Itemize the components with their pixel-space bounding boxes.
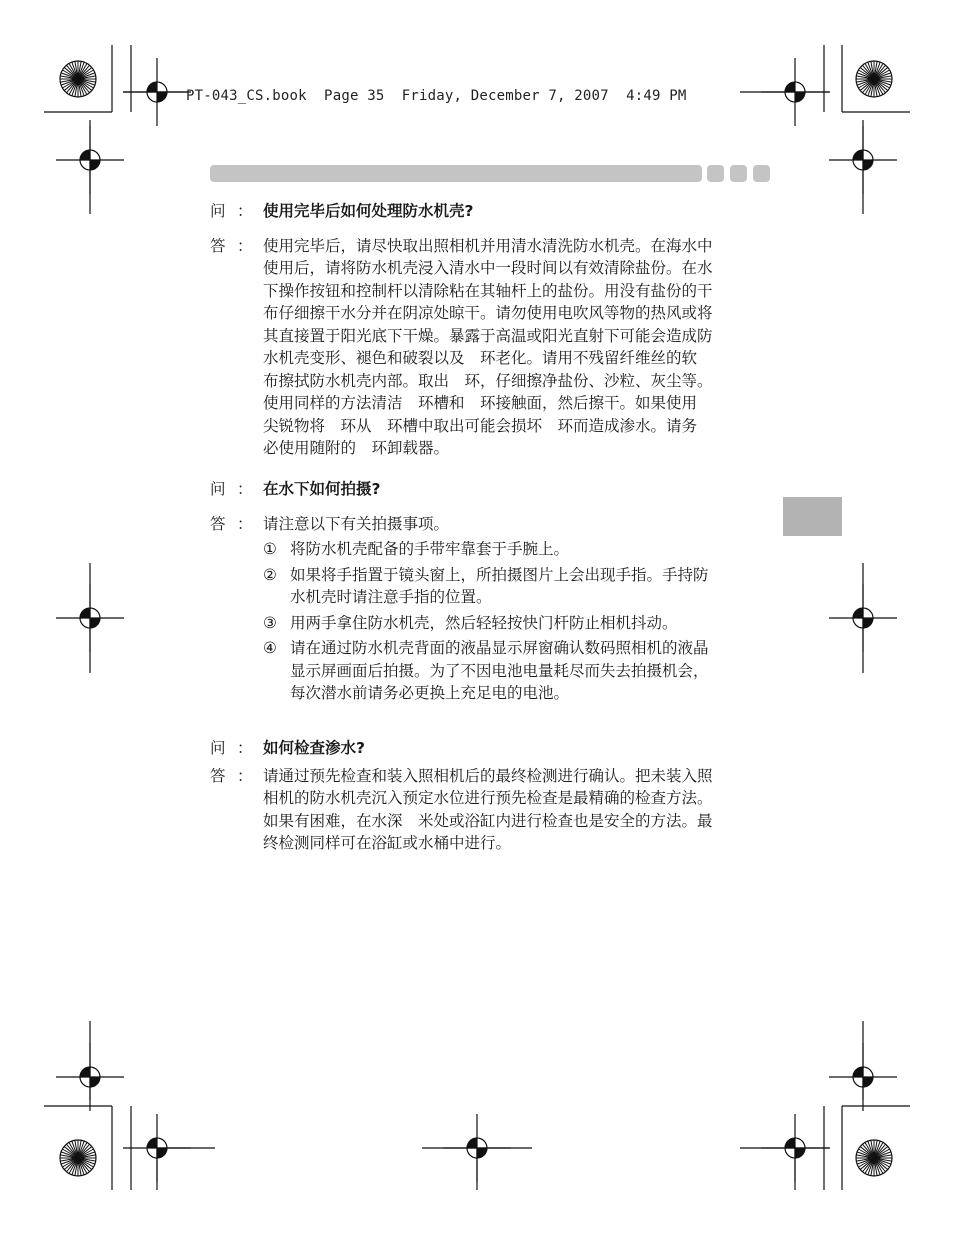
colon: ： bbox=[237, 766, 253, 785]
colon: ： bbox=[237, 514, 253, 533]
answer-line: 必使用随附的 环卸载器。 bbox=[263, 439, 450, 457]
answer-line: 相机的防水机壳沉入预定水位进行预先检查是最精确的检查方法。 bbox=[263, 789, 713, 807]
answer-line: 请通过预先检查和装入照相机后的最终检测进行确认。把未装入照 bbox=[263, 766, 713, 785]
question-row bbox=[210, 737, 772, 760]
answer-row bbox=[210, 513, 772, 705]
item-line: 每次潜水前请务必更换上充足电的电池。 bbox=[290, 684, 570, 702]
item-line: 用两手拿住防水机壳，然后轻轻按快门杆防止相机抖动。 bbox=[290, 613, 678, 632]
starburst-mark bbox=[60, 61, 96, 97]
question-text: 使用完毕后如何处理防水机壳? bbox=[263, 202, 474, 220]
question-mark: 问 bbox=[210, 202, 226, 220]
answer-mark: 答 bbox=[210, 236, 226, 255]
answer-line: 使用后，请将防水机壳浸入清水中一段时间以有效清除盐份。在水 bbox=[263, 259, 713, 277]
question-text: 在水下如何拍摄? bbox=[263, 480, 381, 498]
section-bar-square-2 bbox=[730, 165, 747, 182]
list-item bbox=[263, 538, 772, 561]
colon: ： bbox=[237, 236, 253, 255]
answer-text bbox=[263, 765, 772, 855]
answer-line: 使用同样的方法清洁 环槽和 环接触面，然后擦干。如果使用 bbox=[263, 394, 698, 412]
answer-line: 如果有困难，在水深 米处或浴缸内进行检查也是安全的方法。最 bbox=[263, 811, 713, 830]
item-line: 请在通过防水机壳背面的液晶显示屏窗确认数码照相机的液晶 bbox=[290, 639, 709, 657]
answer-row bbox=[210, 235, 772, 460]
section-bar-square-3 bbox=[753, 165, 770, 182]
item-number: ② bbox=[263, 565, 277, 584]
chapter-tab bbox=[783, 497, 842, 536]
answer-line: 布仔细擦干水分并在阴凉处晾干。请勿使用电吹风等物的热风或将 bbox=[263, 304, 713, 322]
colon: ： bbox=[237, 739, 253, 757]
question-text: 如何检查渗水? bbox=[263, 739, 365, 757]
answer-mark: 答 bbox=[210, 514, 226, 533]
answer-line: 下操作按钮和控制杆以清除粘在其轴杆上的盐份。用没有盐份的干 bbox=[263, 281, 713, 300]
answer-line: 水机壳变形、褪色和破裂以及 环老化。请用不残留纤维丝的软 bbox=[263, 349, 698, 367]
answer-intro: 请注意以下有关拍摄事项。 bbox=[263, 514, 450, 533]
starburst-mark bbox=[856, 1140, 892, 1176]
answer-line: 使用完毕后，请尽快取出照相机并用清水清洗防水机壳。在海水中 bbox=[263, 236, 713, 255]
answer-line: 尖锐物将 环从 环槽中取出可能会损坏 环而造成渗水。请务 bbox=[263, 416, 698, 435]
item-number: ④ bbox=[263, 639, 277, 657]
section-bar-square-1 bbox=[707, 165, 724, 182]
list-item bbox=[263, 637, 772, 705]
item-line: 如果将手指置于镜头窗上，所拍摄图片上会出现手指。手持防 bbox=[290, 565, 709, 584]
item-line: 水机壳时请注意手指的位置。 bbox=[290, 588, 492, 606]
answer-line: 终检测同样可在浴缸或水桶中进行。 bbox=[263, 834, 512, 852]
question-row bbox=[210, 478, 772, 501]
list-item bbox=[263, 564, 772, 609]
question-row bbox=[210, 200, 772, 223]
item-line: 显示屏画面后拍摄。为了不因电池电量耗尽而失去拍摄机会， bbox=[290, 661, 709, 680]
answer-mark: 答 bbox=[210, 766, 226, 785]
qa-block-3 bbox=[210, 737, 772, 855]
qa-block-1 bbox=[210, 200, 772, 460]
question-mark: 问 bbox=[210, 739, 226, 757]
answer-line: 布擦拭防水机壳内部。取出 环，仔细擦净盐份、沙粒、灰尘等。 bbox=[263, 371, 713, 390]
answer-text bbox=[263, 513, 772, 705]
answer-text bbox=[263, 235, 772, 460]
item-line: 将防水机壳配备的手带牢靠套于手腕上。 bbox=[290, 540, 570, 558]
starburst-mark bbox=[856, 61, 892, 97]
colon: ： bbox=[237, 480, 253, 498]
item-number: ③ bbox=[263, 613, 277, 632]
qa-block-2 bbox=[210, 478, 772, 705]
question-mark: 问 bbox=[210, 480, 226, 498]
section-bar bbox=[210, 165, 702, 182]
print-header: PT-043_CS.book Page 35 Friday, December 7, 2007 4:49 PM bbox=[186, 88, 687, 104]
list-item bbox=[263, 612, 772, 635]
answer-line: 其直接置于阳光底下干燥。暴露于高温或阳光直射下可能会造成防 bbox=[263, 326, 713, 345]
item-number: ① bbox=[263, 540, 277, 558]
answer-row bbox=[210, 765, 772, 855]
colon: ： bbox=[237, 202, 253, 220]
starburst-mark bbox=[60, 1140, 96, 1176]
